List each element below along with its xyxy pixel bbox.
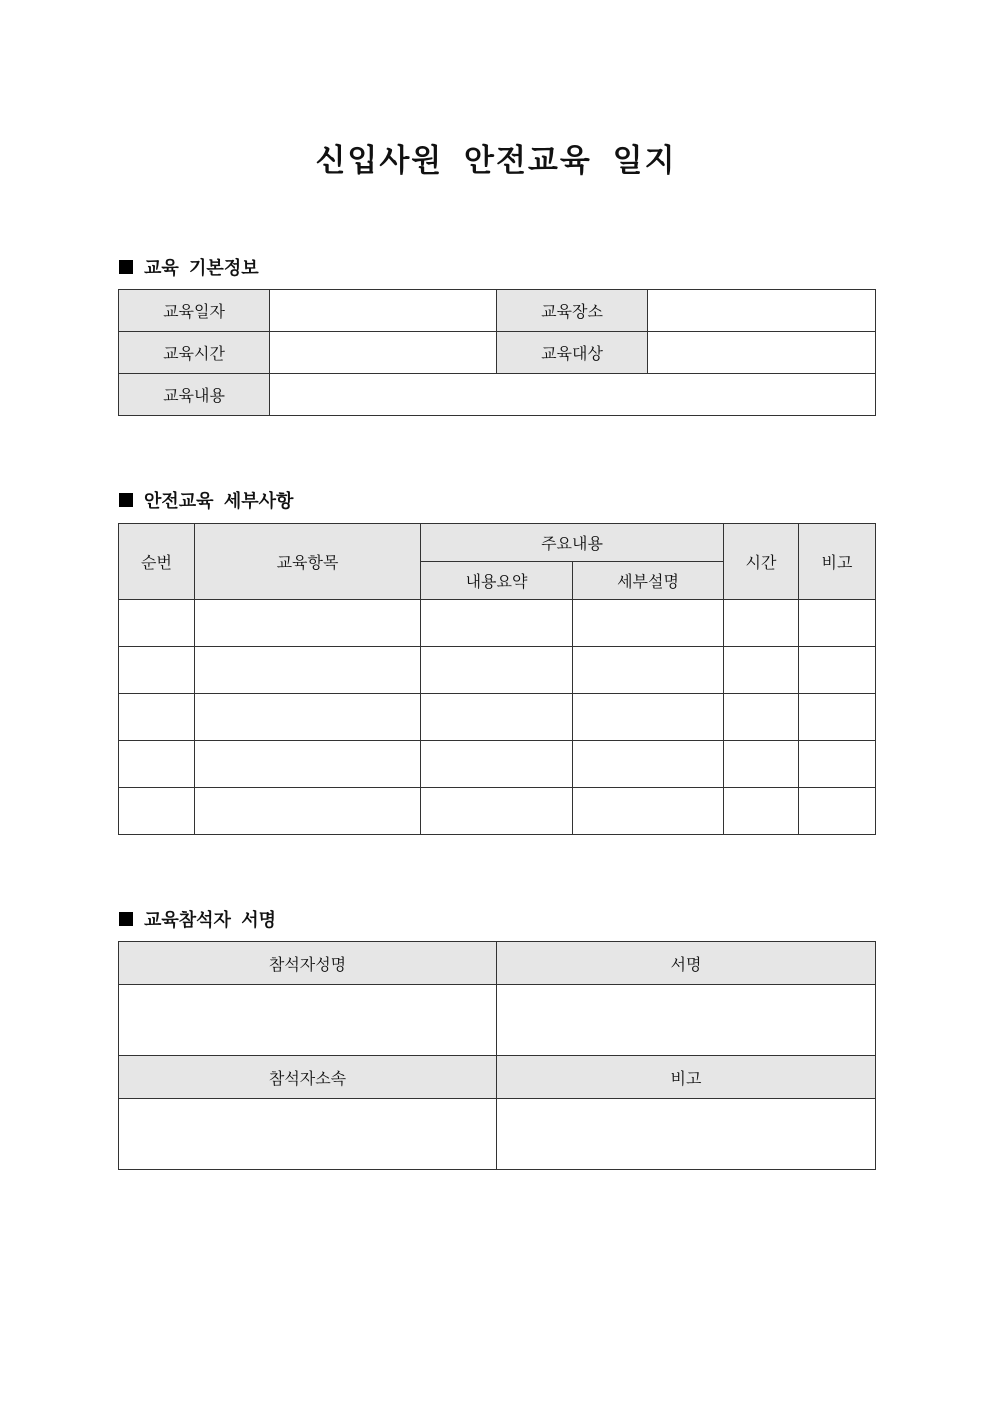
col-header-item: 교육항목 (195, 524, 421, 600)
cell-note[interactable] (799, 788, 876, 835)
section-heading-label: 안전교육 세부사항 (144, 491, 294, 512)
date-field[interactable] (270, 290, 497, 332)
cell-time[interactable] (724, 694, 799, 741)
cell-no[interactable] (119, 647, 195, 694)
attendee-affiliation-label: 참석자소속 (119, 1056, 497, 1099)
section-heading-basic-info (119, 254, 259, 280)
cell-time[interactable] (724, 647, 799, 694)
section-heading-detail (119, 487, 293, 513)
cell-item[interactable] (195, 694, 421, 741)
section-heading-label: 교육 기본정보 (144, 258, 259, 279)
cell-item[interactable] (195, 788, 421, 835)
square-bullet-icon (119, 912, 133, 926)
cell-summary[interactable] (421, 647, 573, 694)
square-bullet-icon (119, 493, 133, 507)
col-header-main: 주요내용 (421, 524, 724, 562)
note-label: 비고 (497, 1056, 876, 1099)
cell-description[interactable] (573, 741, 724, 788)
cell-no[interactable] (119, 600, 195, 647)
table-header-row (119, 1056, 876, 1099)
table-header-row (119, 942, 876, 985)
cell-note[interactable] (799, 694, 876, 741)
cell-time[interactable] (724, 600, 799, 647)
col-header-no: 순번 (119, 524, 195, 600)
cell-no[interactable] (119, 788, 195, 835)
cell-description[interactable] (573, 647, 724, 694)
table-row (119, 647, 876, 694)
time-label: 교육시간 (119, 332, 270, 374)
section-heading-label: 교육참석자 서명 (144, 910, 276, 931)
table-row (119, 694, 876, 741)
cell-note[interactable] (799, 647, 876, 694)
attendee-name-label: 참석자성명 (119, 942, 497, 985)
section-heading-signature (119, 906, 276, 932)
cell-time[interactable] (724, 788, 799, 835)
table-row (119, 290, 876, 332)
cell-item[interactable] (195, 647, 421, 694)
date-label: 교육일자 (119, 290, 270, 332)
content-label: 교육내용 (119, 374, 270, 416)
table-row (119, 741, 876, 788)
cell-time[interactable] (724, 741, 799, 788)
cell-item[interactable] (195, 600, 421, 647)
col-header-description: 세부설명 (573, 562, 724, 600)
signature-label: 서명 (497, 942, 876, 985)
cell-item[interactable] (195, 741, 421, 788)
cell-no[interactable] (119, 694, 195, 741)
table-row (119, 374, 876, 416)
table-row (119, 788, 876, 835)
signature-field[interactable] (497, 985, 876, 1056)
detail-table (118, 523, 876, 835)
page-title: 신입사원 안전교육 일지 (315, 143, 677, 179)
table-row (119, 600, 876, 647)
square-bullet-icon (119, 260, 133, 274)
col-header-time: 시간 (724, 524, 799, 600)
signature-table (118, 941, 876, 1170)
attendee-affiliation-field[interactable] (119, 1099, 497, 1170)
cell-summary[interactable] (421, 788, 573, 835)
cell-description[interactable] (573, 788, 724, 835)
cell-description[interactable] (573, 694, 724, 741)
cell-note[interactable] (799, 741, 876, 788)
table-row (119, 985, 876, 1056)
note-field[interactable] (497, 1099, 876, 1170)
table-row (119, 1099, 876, 1170)
place-label: 교육장소 (497, 290, 648, 332)
place-field[interactable] (648, 290, 876, 332)
cell-note[interactable] (799, 600, 876, 647)
target-field[interactable] (648, 332, 876, 374)
target-label: 교육대상 (497, 332, 648, 374)
col-header-note: 비고 (799, 524, 876, 600)
cell-summary[interactable] (421, 600, 573, 647)
content-field[interactable] (270, 374, 876, 416)
cell-description[interactable] (573, 600, 724, 647)
attendee-name-field[interactable] (119, 985, 497, 1056)
col-header-summary: 내용요약 (421, 562, 573, 600)
cell-summary[interactable] (421, 741, 573, 788)
table-row (119, 332, 876, 374)
cell-summary[interactable] (421, 694, 573, 741)
table-header-row (119, 524, 876, 562)
basic-info-table (118, 289, 876, 416)
time-field[interactable] (270, 332, 497, 374)
cell-no[interactable] (119, 741, 195, 788)
